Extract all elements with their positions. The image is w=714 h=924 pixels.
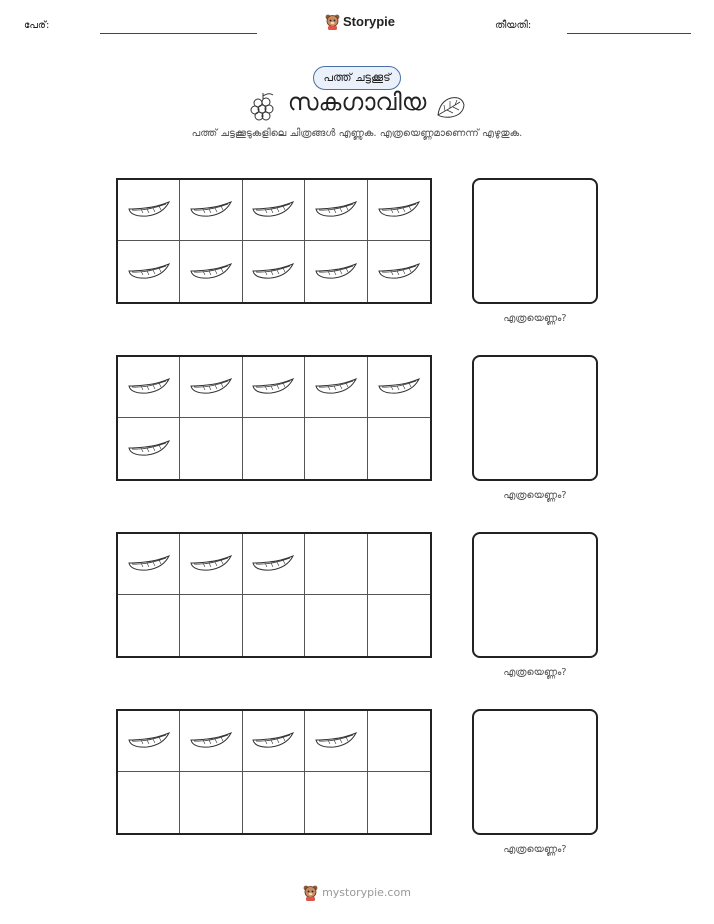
canoe-icon (127, 728, 171, 754)
frame-cell (368, 241, 430, 302)
canoe-icon (189, 374, 233, 400)
frame-cell (118, 241, 180, 302)
frame-cell (243, 241, 305, 302)
date-line[interactable] (567, 33, 691, 34)
frame-cell (305, 595, 367, 656)
canoe-icon (127, 197, 171, 223)
frame-cell (243, 180, 305, 241)
answer-box-3[interactable] (472, 532, 598, 658)
canoe-icon (314, 728, 358, 754)
frame-cell (180, 595, 242, 656)
frame-cell (180, 180, 242, 241)
frame-cell (180, 772, 242, 833)
canoe-icon (127, 551, 171, 577)
frame-cell (305, 418, 367, 479)
frame-cell (180, 711, 242, 772)
frame-cell (368, 180, 430, 241)
frame-cell (305, 534, 367, 595)
canoe-icon (189, 259, 233, 285)
name-label: പേര്: (24, 20, 50, 31)
frame-cell (118, 534, 180, 595)
footer-url: mystorypie.com (322, 886, 411, 899)
canoe-icon (189, 197, 233, 223)
frame-cell (305, 180, 367, 241)
count-question-3: എത്രയെണ്ണം? (503, 667, 567, 678)
name-line[interactable] (100, 33, 257, 34)
count-question-2: എത്രയെണ്ണം? (503, 490, 567, 501)
frame-cell (243, 418, 305, 479)
frame-cell (180, 534, 242, 595)
frame-cell (368, 357, 430, 418)
frame-cell (368, 595, 430, 656)
frame-cell (243, 534, 305, 595)
canoe-icon (314, 259, 358, 285)
canoe-icon (377, 259, 421, 285)
frame-cell (305, 241, 367, 302)
leaf-icon (435, 93, 467, 121)
brand-name: Storypie (343, 14, 396, 29)
brand-logo (325, 13, 395, 30)
frame-cell (243, 711, 305, 772)
canoe-icon (127, 259, 171, 285)
canoe-icon (251, 374, 295, 400)
canoe-icon (127, 436, 171, 462)
canoe-icon (251, 551, 295, 577)
frame-cell (180, 241, 242, 302)
ten-frame-4 (116, 709, 432, 835)
frame-cell (368, 772, 430, 833)
frame-cell (368, 711, 430, 772)
ten-frame-2 (116, 355, 432, 481)
count-question-1: എത്രയെണ്ണം? (503, 313, 567, 324)
page-title: സകഗാവിയ (287, 88, 427, 116)
count-question-4: എത്രയെണ്ണം? (503, 844, 567, 855)
footer (0, 884, 714, 901)
canoe-icon (189, 551, 233, 577)
frame-cell (118, 357, 180, 418)
worksheet-type-badge: പത്ത് ചട്ടക്കൂട് (313, 66, 401, 90)
canoe-icon (377, 374, 421, 400)
answer-box-1[interactable] (472, 178, 598, 304)
canoe-icon (251, 259, 295, 285)
instructions: പത്ത് ചട്ടക്കൂടുകളിലെ ചിത്രങ്ങൾ എണ്ണുക. എത്രയെണ്ണമാണെന്ന് എഴുതുക. (191, 128, 523, 139)
canoe-icon (251, 728, 295, 754)
frame-cell (118, 711, 180, 772)
frame-cell (243, 595, 305, 656)
frame-cell (180, 357, 242, 418)
frame-cell (368, 534, 430, 595)
canoe-icon (127, 374, 171, 400)
frame-cell (180, 418, 242, 479)
ten-frame-1 (116, 178, 432, 304)
bear-mascot-icon (303, 884, 318, 901)
canoe-icon (251, 197, 295, 223)
canoe-icon (314, 197, 358, 223)
frame-cell (243, 772, 305, 833)
canoe-icon (377, 197, 421, 223)
frame-cell (118, 180, 180, 241)
frame-cell (118, 772, 180, 833)
frame-cell (305, 711, 367, 772)
answer-box-2[interactable] (472, 355, 598, 481)
canoe-icon (189, 728, 233, 754)
frame-cell (305, 357, 367, 418)
bear-mascot-icon (325, 13, 340, 30)
frame-cell (305, 772, 367, 833)
frame-cell (118, 595, 180, 656)
canoe-icon (314, 374, 358, 400)
frame-cell (368, 418, 430, 479)
answer-box-4[interactable] (472, 709, 598, 835)
frame-cell (243, 357, 305, 418)
date-label: തീയതി: (495, 20, 532, 31)
frame-cell (118, 418, 180, 479)
ten-frame-3 (116, 532, 432, 658)
